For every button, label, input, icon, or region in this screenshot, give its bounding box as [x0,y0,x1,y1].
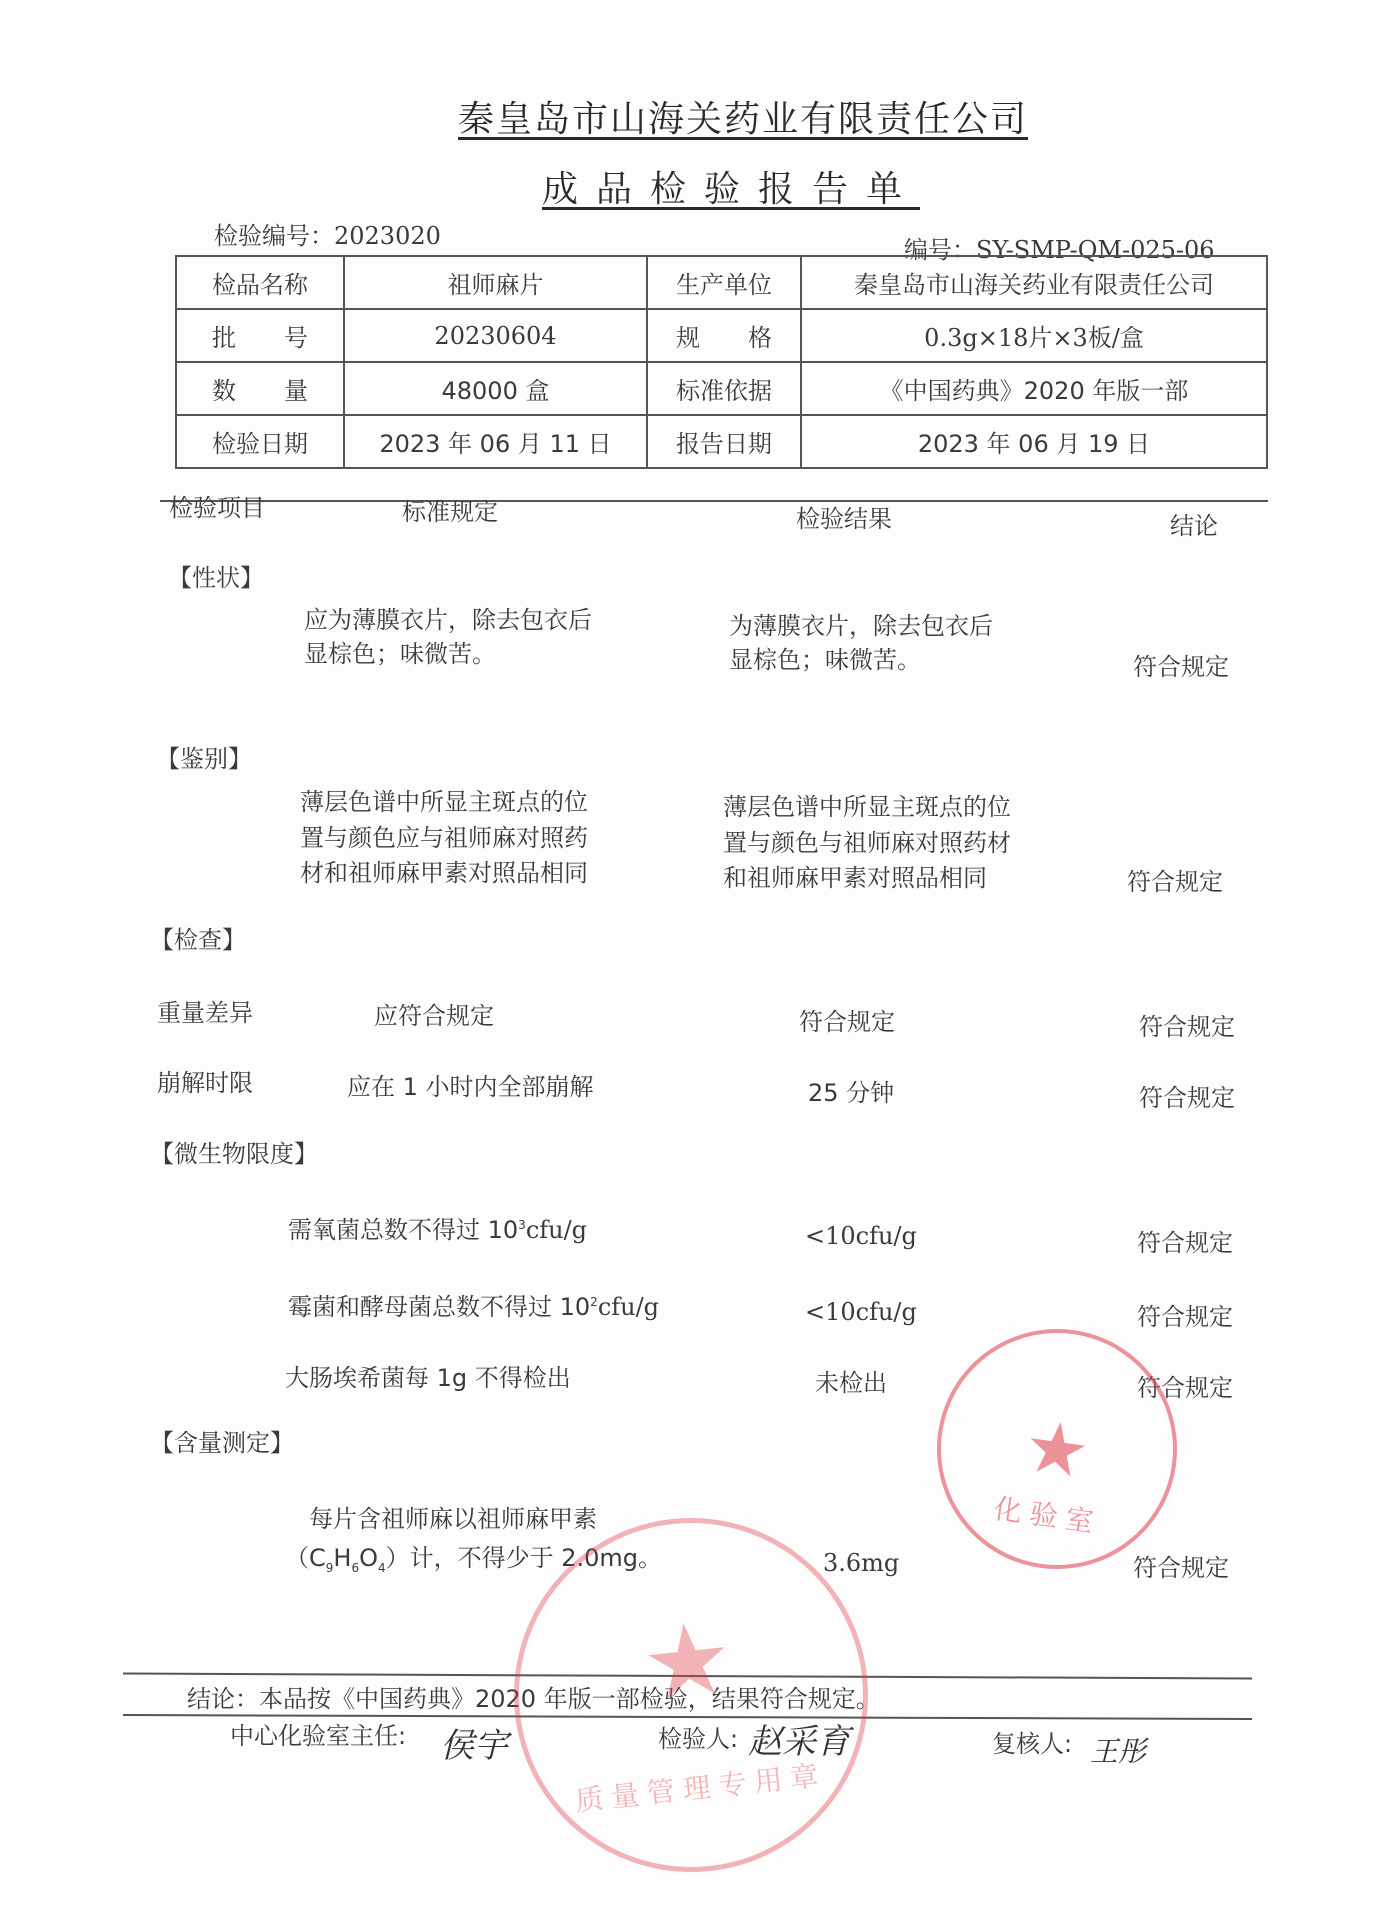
formula: O [359,1544,378,1572]
spec-label: 规 格 [647,309,801,362]
report-date: 2023 年 06 月 19 日 [801,415,1267,468]
disintegration-result: 25 分钟 [808,1079,895,1107]
section-heading-identification: 【鉴别】 [156,745,252,773]
identification-conclusion: 符合规定 [1127,868,1223,896]
weight-variation-conclusion: 符合规定 [1139,1013,1235,1041]
column-header-conclusion: 结论 [1170,512,1218,540]
standard-text: 需氧菌总数不得过 10 [288,1216,519,1244]
inspection-number-value: 2023020 [334,222,441,250]
product-name: 祖师麻片 [344,256,647,309]
quantity-label: 数 量 [176,362,344,415]
assay-result: 3.6mg [823,1549,900,1577]
mold-yeast-result: <10cfu/g [805,1298,917,1326]
inspector-label: 检验人: [658,1725,739,1753]
batch-label: 批 号 [176,309,344,362]
product-info-table [175,255,1268,469]
appearance-result: 显棕色；味微苦。 [729,646,921,674]
product-name-label: 检品名称 [176,256,344,309]
document-number-label: 编号： [904,236,976,264]
standard: 《中国药典》2020 年版一部 [801,362,1267,415]
formula: 6 [351,1560,360,1575]
stamp-text: 化验室 [991,1491,1104,1540]
section-heading-appearance: 【性状】 [168,564,264,592]
disintegration-standard: 应在 1 小时内全部崩解 [347,1073,594,1101]
appearance-result: 为薄膜衣片，除去包衣后 [729,612,993,640]
disintegration-conclusion: 符合规定 [1139,1084,1235,1112]
formula: 4 [377,1560,386,1575]
inspection-number [214,222,441,251]
manufacturer: 秦皇岛市山海关药业有限责任公司 [801,256,1267,309]
exponent: 2 [590,1295,598,1309]
batch-number: 20230604 [344,309,647,362]
column-header-item: 检验项目 [169,494,265,522]
table-row [176,415,1267,468]
exponent: 3 [518,1218,526,1232]
star-icon: ★ [1019,1402,1095,1496]
appearance-conclusion: 符合规定 [1133,653,1229,681]
star-icon: ★ [636,1597,739,1724]
inspection-number-label: 检验编号： [214,222,334,250]
spec: 0.3g×18片×3板/盒 [801,309,1267,362]
formula: （C [285,1544,326,1572]
reviewer-label: 复核人: [992,1730,1073,1758]
divider [160,500,1268,502]
unit: cfu/g [525,1216,588,1244]
table-row [176,256,1267,309]
appearance-standard: 应为薄膜衣片，除去包衣后 [304,606,592,634]
section-heading-microbial: 【微生物限度】 [150,1140,318,1168]
assay-standard-line1: 每片含祖师麻以祖师麻甲素 [309,1505,597,1533]
ecoli-standard: 大肠埃希菌每 1g 不得检出 [285,1364,571,1392]
weight-variation-standard: 应符合规定 [374,1002,494,1030]
weight-variation-item: 重量差异 [157,999,253,1027]
table-row [176,309,1267,362]
appearance-standard: 显棕色；味微苦。 [304,640,496,668]
test-date: 2023 年 06 月 11 日 [344,415,647,468]
mold-yeast-conclusion: 符合规定 [1137,1303,1233,1331]
ecoli-result: 未检出 [815,1369,887,1397]
standard-text: 霉菌和酵母菌总数不得过 10 [288,1293,591,1321]
identification-result: 薄层色谱中所显主斑点的位 [723,793,1011,821]
inspector-signature: 赵采育 [748,1722,850,1762]
weight-variation-result: 符合规定 [799,1008,895,1036]
standard-label: 标准依据 [647,362,801,415]
identification-standard: 置与颜色应与祖师麻对照药 [300,824,588,852]
formula: 9 [325,1560,334,1575]
identification-standard: 薄层色谱中所显主斑点的位 [300,788,588,816]
document-number-value: SY-SMP-QM-025-06 [976,236,1215,264]
disintegration-item: 崩解时限 [157,1069,253,1097]
director-label: 中心化验室主任: [230,1722,407,1750]
reviewer-signature: 王彤 [1090,1735,1147,1768]
quantity: 48000 盒 [344,362,647,415]
ecoli-conclusion: 符合规定 [1137,1374,1233,1402]
director-signature: 侯宇 [440,1726,508,1766]
section-heading-inspection: 【检查】 [150,926,246,954]
column-header-standard: 标准规定 [402,498,498,526]
assay-conclusion: 符合规定 [1133,1554,1229,1582]
column-header-result: 检验结果 [796,505,892,533]
report-title: 成品检验报告单 [542,169,921,210]
aerobic-count-result: <10cfu/g [805,1222,917,1250]
final-conclusion: 结论：本品按《中国药典》2020 年版一部检验，结果符合规定。 [187,1685,880,1713]
standard-text: ）计，不得少于 2.0mg。 [385,1544,663,1572]
unit: cfu/g [597,1293,660,1321]
manufacturer-label: 生产单位 [647,256,801,309]
test-date-label: 检验日期 [176,415,344,468]
report-date-label: 报告日期 [647,415,801,468]
aerobic-count-standard [288,1216,587,1245]
identification-standard: 材和祖师麻甲素对照品相同 [300,859,588,887]
company-title: 秦皇岛市山海关药业有限责任公司 [458,99,1029,140]
mold-yeast-standard [288,1293,659,1322]
identification-result: 置与颜色与祖师麻对照药材 [723,829,1011,857]
stamp-text: 质量管理专用章 [573,1758,828,1818]
formula: H [333,1544,352,1572]
table-row [176,362,1267,415]
identification-result: 和祖师麻甲素对照品相同 [723,864,987,892]
aerobic-count-conclusion: 符合规定 [1137,1229,1233,1257]
lab-seal-stamp [921,1313,1192,1584]
section-heading-assay: 【含量测定】 [150,1429,294,1457]
